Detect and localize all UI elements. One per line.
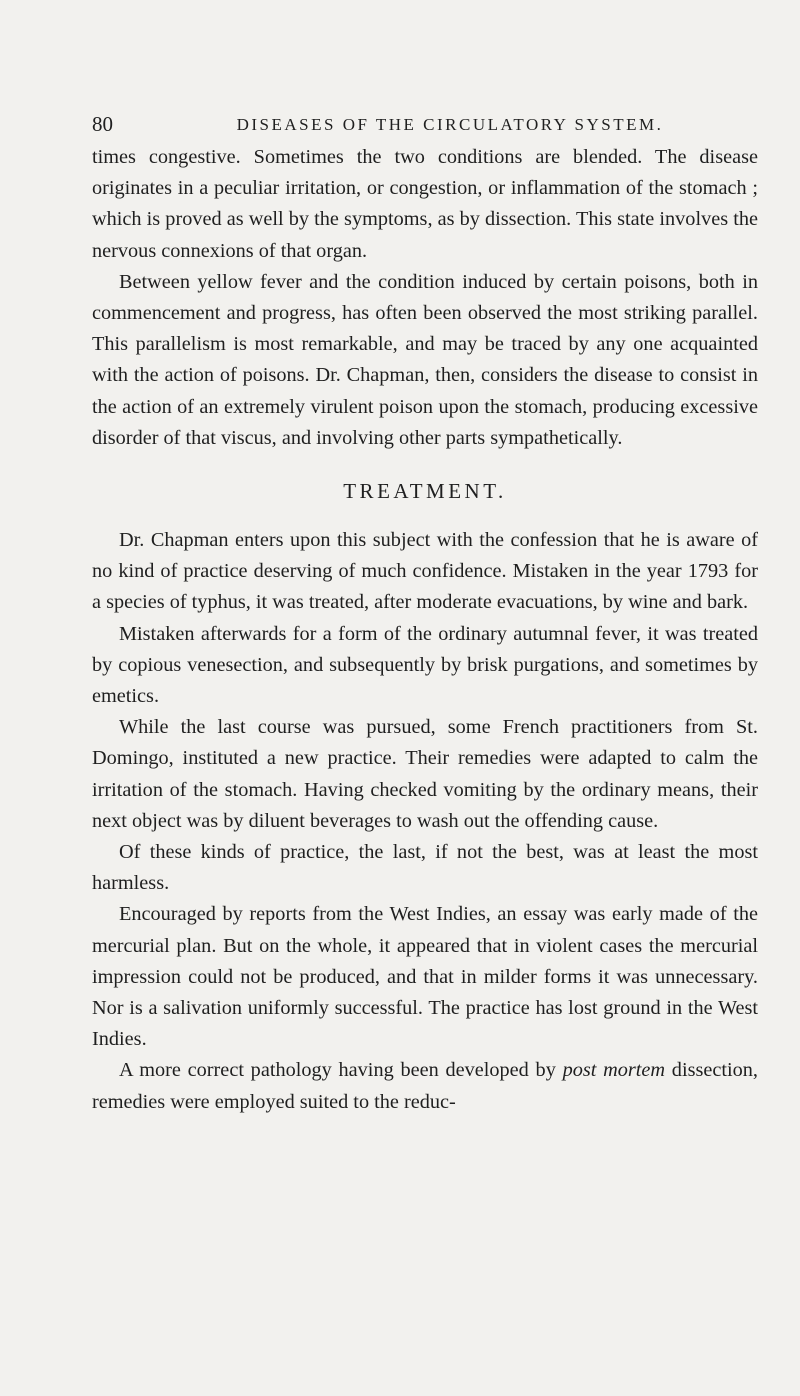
pathology-text-italic: post mortem (562, 1059, 666, 1082)
paragraph-french-practice: While the last course was pursued, some French practitioners from St. Domingo, instituted a new practice. Their remedies were adapted to calm the irritation of the stomach. Having checked vomiting by the ordinary means, their next object was by diluent beverages to wash out the offending cause. (92, 716, 758, 832)
paragraph-treatment-intro: Dr. Chapman enters upon this subject with the confession that he is aware of no kind of practice deserving of much confidence. Mistaken in the year 1793 for a species of typhus, it was treated, after moderate evacuations, by wine and bark. (92, 529, 758, 614)
paragraph-parallel: Between yellow fever and the condition induced by certain poisons, both in commencement and progress, has often been observed the most striking parallel. This parallelism is most remarkable, and may be traced by any one acquainted with the action of poisons. Dr. Chapman, then, considers the disease to consist in the action of an extremely virulent poison upon the stomach, producing excessive disorder of that viscus, and involving other parts sympathetically. (92, 270, 758, 449)
body-text (92, 142, 758, 1118)
paragraph-autumnal-fever: Mistaken afterwards for a form of the ordinary autumnal fever, it was treated by copious venesection, and subsequently by brisk purgations, and sometimes by emetics. (92, 622, 758, 708)
paragraph-harmless: Of these kinds of practice, the last, if not the best, was at least the most harmless. (92, 841, 758, 895)
paragraph-continued: times congestive. Sometimes the two conditions are blended. The disease originates in a peculiar irritation, or congestion, or inflammation of the stomach ; which is proved as well by the symptoms, as by dissection. This state involves the nervous connexions of that organ. (92, 146, 758, 262)
paragraph-pathology (92, 1055, 758, 1117)
pathology-text-start: A more correct pathology having been developed by (119, 1059, 563, 1082)
running-title: DISEASES OF THE CIRCULATORY SYSTEM. (236, 115, 664, 134)
running-head (92, 112, 758, 136)
pathology-text-end: dissection, remedies were employed suited to the reduc- (92, 1059, 758, 1113)
paragraph-mercurial: Encouraged by reports from the West Indies, an essay was early made of the mercurial plan. But on the whole, it appeared that in violent cases the mercurial impression could not be produced, and that in milder forms it was unnecessary. Nor is a salivation uniformly successful. The practice has lost ground in the West Indies. (92, 903, 758, 1051)
page-number: 80 (92, 112, 113, 136)
section-heading-treatment: TREATMENT. (343, 479, 507, 504)
